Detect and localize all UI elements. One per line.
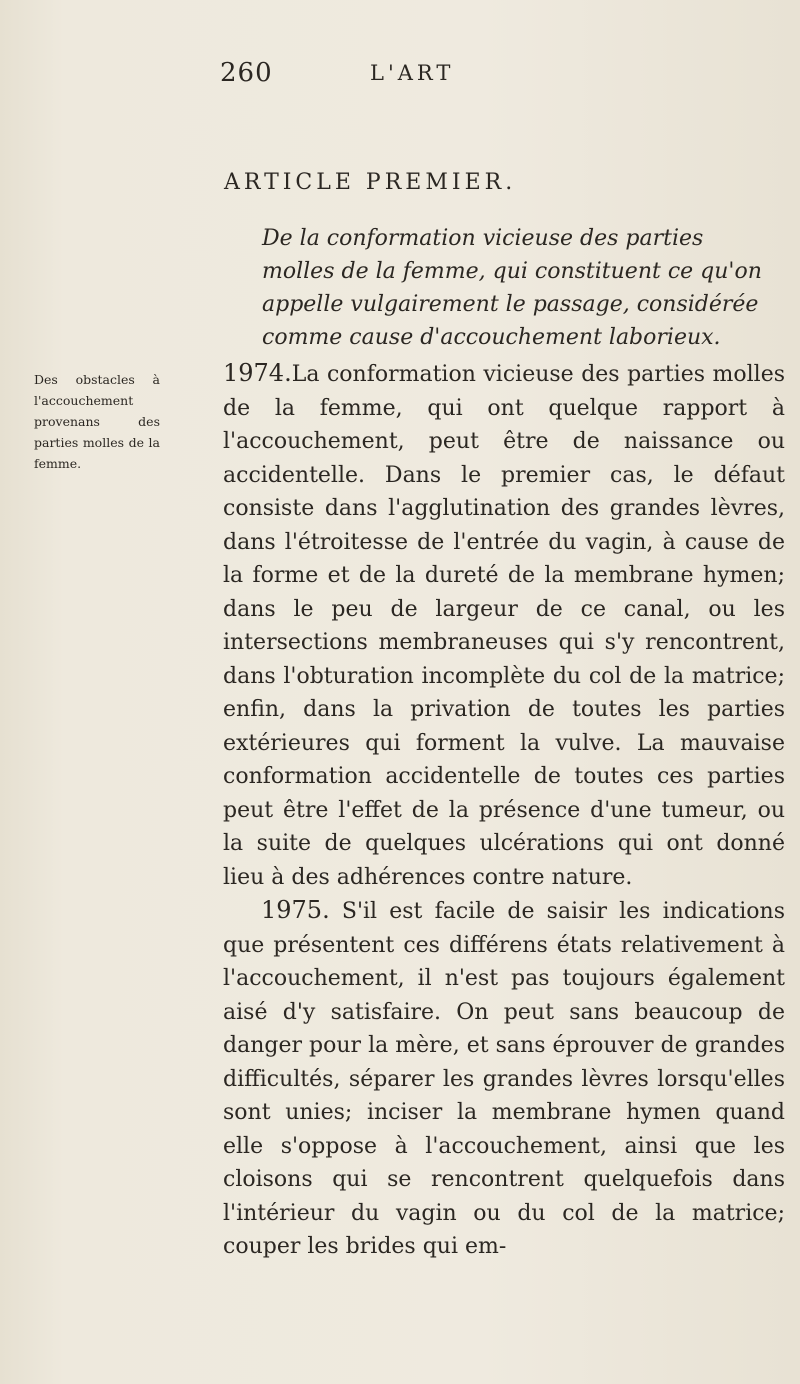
article-subtitle: De la conformation vicieuse des parties molles de la femme, qui constituent ce qu'on appelle vulgairement le passage, considérée comme cause d'accouchement laborieux. [262, 226, 762, 350]
paragraph-1975 [223, 894, 785, 1264]
margin-note: Des obstacles à l'accouchement provenans des parties molles de la femme. [34, 372, 160, 471]
paragraph-text: S'il est facile de saisir les indications que présentent ces différens états relativement à l'accouchement, il n'est pas toujours également aisé d'y satisfaire. On peut sans beaucoup de danger pour la mère, et sans éprouver de grandes difficultés, séparer les grandes lèvres lorsqu'elles sont unies; inciser la membrane hymen quand elle s'oppose à l'accouchement, ainsi que les cloisons qui se rencontrent quelquefois dans l'intérieur du vagin ou du col de la matrice; couper les brides qui em- [223, 899, 785, 1259]
paragraph-text: La conformation vicieuse des parties molles de la femme, qui ont quelque rapport à l'accouchement, peut être de naissance ou accidentelle. Dans le premier cas, le défaut consiste dans l'agglutination des grandes lèvres, dans l'étroitesse de l'entrée du vagin, à cause de la forme et de la dureté de la membrane hymen; dans le peu de largeur de ce canal, ou les intersections membraneuses qui s'y rencontrent, dans l'obturation incomplète du col de la matrice; enfin, dans la privation de toutes les parties extérieures qui forment la vulve. La mauvaise conformation accidentelle de toutes ces parties peut être l'effet de la présence d'une tumeur, ou la suite de quelques ulcérations qui ont donné lieu à des adhérences contre nature. [223, 362, 785, 890]
page-header [0, 58, 800, 94]
paragraph-number: 1974. [223, 359, 292, 387]
article-title: ARTICLE PREMIER. [224, 170, 517, 195]
page-number: 260 [220, 58, 273, 88]
running-head: L'ART [370, 61, 455, 85]
paragraph-1974 [223, 357, 785, 894]
body-text [223, 357, 785, 1264]
paragraph-number: 1975. [261, 896, 330, 924]
